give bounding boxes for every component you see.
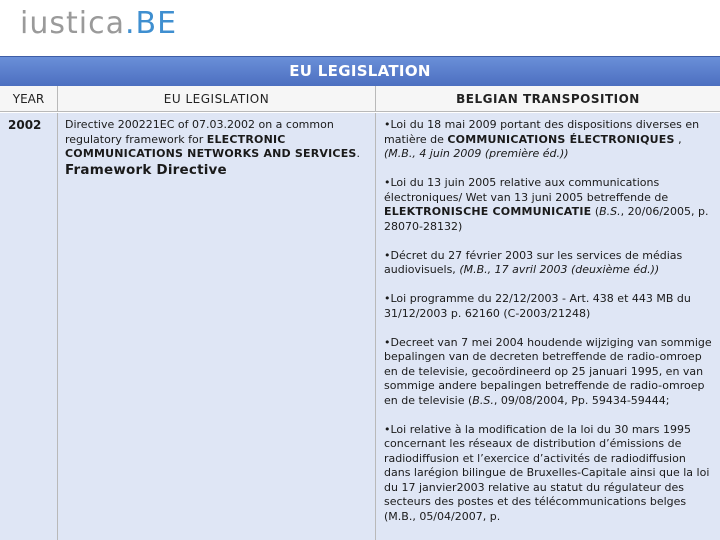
transposition-item (384, 176, 714, 234)
eu-directive-subject: ELECTRONIC COMMUNICATIONS NETWORKS AND SERVICES (65, 132, 357, 160)
item-reference: B.S. (599, 205, 621, 218)
transposition-item (384, 336, 714, 409)
logo-text-main: iustica (20, 6, 125, 41)
site-header (0, 0, 720, 54)
page-title: EU LEGISLATION (289, 62, 431, 80)
table-cell-eu-legislation (58, 113, 376, 540)
item-text: •Loi du 18 mai 2009 portant des dispositions diverses en matière de (384, 118, 700, 146)
column-header-year: YEAR (0, 86, 58, 112)
year-value: 2002 (8, 118, 42, 132)
item-reference: B.S. (472, 393, 494, 407)
item-reference: (M.B., 17 avril 2003 (deuxième éd.)) (459, 263, 660, 276)
item-text-mid: , (674, 132, 682, 146)
transposition-item (384, 249, 714, 278)
eu-directive-text (65, 118, 369, 177)
item-text: •Loi du 13 juin 2005 relative aux communications électroniques/ Wet van 13 juni 2005 betreffende de (384, 176, 669, 204)
item-text: •Decreet van 7 mei 2004 houdende wijziging van sommige bepalingen van de decreten betreffende de radio-omroep en de televisie, gecoördineerd op 25 januari 1995, en van sommige andere bepalingen betreffende de radio-omroep en de televisie ( (384, 335, 712, 407)
logo-text-domain: .BE (124, 6, 178, 41)
transposition-list (384, 118, 714, 539)
item-text: •Loi relative à la modification de la loi du 30 mars 1995 concernant les réseaux de distribution d’émissions de radiodiffusion et l’exercice d’activités de radiodiffusion dans larégion bilingue de Bruxelles-Capitale ainsi que la loi du 17 janvier2003 relative au statut du régulateur des secteurs des postes et des télécommunications belges (M.B., 05/04/2007, p. (384, 422, 710, 523)
item-text-tail: , 20/06/2005, p. 28070-28132) (384, 205, 709, 233)
title-bar (0, 56, 720, 86)
column-header-eu-legislation: EU LEGISLATION (58, 86, 376, 112)
item-text-tail: , 09/08/2004, Pp. 59434-59444; (493, 393, 670, 407)
item-text: •Décret du 27 février 2003 sur les services de médias audiovisuels, (384, 248, 683, 276)
eu-directive-end: . (356, 147, 361, 160)
item-reference: (M.B., 4 juin 2009 (première éd.)) (384, 147, 569, 160)
item-text: •Loi programme du 22/12/2003 - Art. 438 et 443 MB du 31/12/2003 p. 62160 (C-2003/21248) (384, 292, 691, 320)
transposition-item (384, 292, 714, 321)
table-cell-year (0, 113, 58, 540)
transposition-item (384, 423, 714, 525)
legislation-table (0, 86, 720, 540)
item-subject: COMMUNICATIONS ÉLECTRONIQUES (447, 132, 675, 146)
site-logo[interactable] (20, 6, 177, 41)
framework-directive-label: Framework Directive (65, 161, 227, 178)
eu-directive-intro: Directive 200221EC of 07.03.2002 on a common regulatory framework for (65, 118, 334, 146)
item-subject: ELEKTRONISCHE COMMUNICATIE (384, 205, 592, 218)
transposition-item (384, 118, 714, 162)
item-text-mid: ( (591, 205, 600, 218)
table-cell-belgian-transposition (376, 113, 720, 540)
column-header-belgian-transposition: BELGIAN TRANSPOSITION (376, 86, 720, 112)
